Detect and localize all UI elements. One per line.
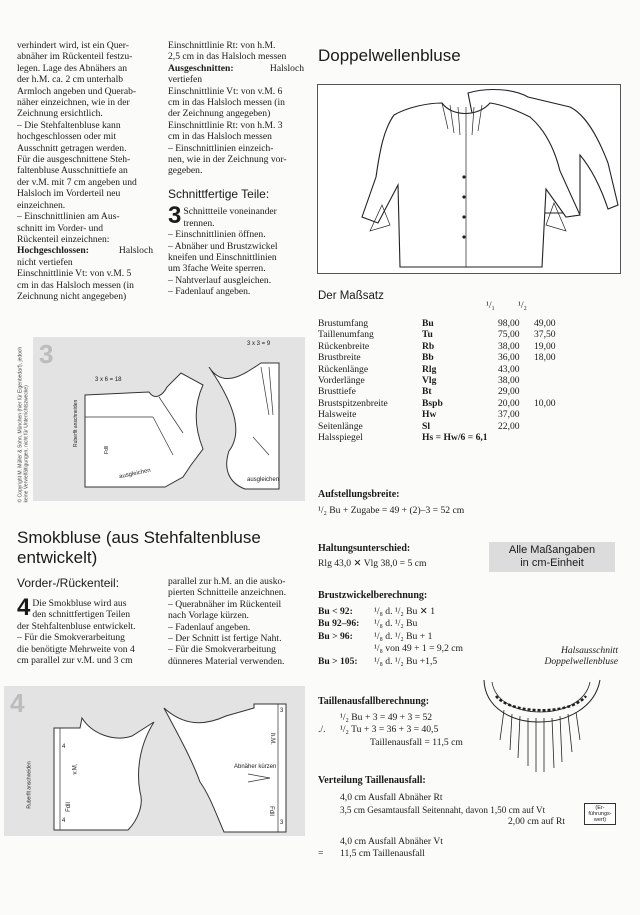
col1-line: faltenbluse Ausschnittiefe an	[17, 165, 128, 177]
col1-line: einzeichnen.	[17, 199, 66, 211]
measure-name: Brusttiefe	[318, 386, 356, 398]
col2-line: kneifen und Einschnittlinien	[168, 251, 277, 263]
adjust-label-front: ausgleichen	[247, 477, 280, 483]
measure-full	[488, 432, 520, 443]
smock-line: die benötigte Mehrweite von 4	[17, 643, 135, 655]
page-title: Doppelwellenbluse	[318, 46, 461, 65]
width-mark: 4	[62, 744, 66, 750]
measure-half	[520, 409, 556, 420]
pleat-label-front: 3 x 3 = 9	[247, 341, 271, 347]
measure-name: Vorderlänge	[318, 375, 365, 387]
smock-col2	[168, 576, 304, 667]
dropcap-4: 4	[17, 594, 31, 621]
fold-label-4: Ruberflt anschneiden	[26, 761, 33, 809]
measure-half: 49,00	[533, 318, 556, 329]
zwickel-row: Bu > 105: ¹/₈ d. ¹/₂ Bu +1,5	[318, 655, 438, 667]
measure-half	[520, 375, 556, 386]
smock-line: cm parallel zur v.M. und 3 cm	[17, 655, 133, 667]
col2-bold-line	[168, 63, 304, 74]
col2-bold-rest: Halsloch	[269, 62, 304, 74]
col2-line: 2,5 cm in das Halsloch messen	[168, 51, 287, 63]
col2-line: gegeben.	[168, 165, 203, 177]
smock-line: nach Vorlage kürzen.	[168, 610, 249, 622]
grain-label: Fdll	[104, 445, 111, 455]
measure-name: Halsweite	[318, 409, 357, 421]
front-piece-shape	[209, 363, 279, 489]
measure-row	[318, 364, 556, 375]
shorten-dart-label: Abnäher kürzen	[234, 764, 277, 770]
pattern-drawing-4	[4, 686, 305, 836]
measure-full: 37,00	[497, 409, 520, 421]
col1-line: Halsloch im Vorderteil neu	[17, 188, 121, 200]
measure-row	[318, 329, 556, 340]
col2-bold-label: Ausgeschnitten:	[168, 62, 234, 74]
col1-line: – Einschnittlinien am Aus-	[17, 211, 120, 223]
smock-line: – Für die Smokverarbeitung	[17, 632, 125, 644]
measure-half	[520, 386, 556, 397]
smock-line: der Stehfaltenbluse entwickelt.	[17, 620, 136, 632]
zwickel-row: Bu < 92: ¹/₈ d. ¹/₂ Bu ✕ 1	[318, 606, 435, 617]
col2-line: cm in das Halsloch messen	[168, 131, 272, 143]
col1-line: näher einzeichnen, wie in der	[17, 97, 130, 109]
measure-full: 22,00	[497, 420, 520, 432]
measure-half: 10,00	[533, 397, 556, 409]
smock-subheading: Vorder-/Rückenteil:	[17, 576, 120, 590]
smock-col1	[17, 594, 153, 667]
dropcap-3: 3	[168, 202, 182, 230]
taillen-row: Taillenausfall = 11,5 cm	[370, 736, 463, 748]
verteilung-row: 4,0 cm Ausfall Abnäher Vt	[340, 836, 443, 847]
measure-abbr: Bu	[422, 318, 434, 329]
measure-abbr: Sl	[422, 420, 431, 432]
col1-line: abnäher im Rückenteil festzu-	[17, 51, 133, 63]
measure-row	[318, 398, 556, 409]
col2-line: – Einschnittlinien einzeich-	[168, 142, 274, 154]
measure-name: Brustbreite	[318, 352, 361, 364]
measure-row	[318, 409, 556, 420]
col1-line: Für die ausgeschnittene Steh-	[17, 154, 131, 166]
measure-name: Seitenlänge	[318, 420, 363, 432]
zwickel-rows	[318, 606, 463, 668]
smock-line: pierten Schnitteile anzeichnen.	[168, 587, 287, 599]
pleat-label-back: 3 x 6 = 18	[95, 377, 122, 383]
measure-half: 19,00	[533, 340, 556, 352]
taillen-heading: Taillenausfallberechnung:	[318, 696, 430, 707]
measure-name: Rückenlänge	[318, 363, 369, 375]
verteilung-heading: Verteilung Taillenausfall:	[318, 775, 426, 786]
grain-label-back: Fdll	[267, 806, 274, 816]
col1-line: Zeichnung ersichtlich.	[17, 108, 103, 120]
measure-row	[318, 318, 556, 329]
measure-name: Brustumfang	[318, 318, 369, 329]
smock-line: – Fadenlauf angeben.	[168, 621, 251, 633]
taillen-row: ./. ¹/₂ Tu + 3 = 36 + 3 = 40,5	[318, 724, 439, 736]
measure-full: 20,00	[497, 397, 520, 409]
col1-line: – Die Stehfaltenbluse kann	[17, 119, 121, 131]
measure-abbr: Rb	[422, 340, 435, 352]
measure-name: Brustspitzenbreite	[318, 397, 388, 409]
verteilung-row: 4,0 cm Ausfall Abnäher Rt	[340, 792, 443, 803]
measure-full: 38,00	[497, 340, 520, 352]
measure-abbr: Hs = Hw/6 = 6,1	[422, 432, 488, 444]
col1-bold-rest: Halsloch	[118, 245, 153, 257]
ease-value-box: (Er- führungs- wert)	[584, 803, 616, 825]
col1-bold-line	[17, 245, 153, 256]
smock-front-shape	[54, 718, 154, 830]
col1-bold-label: Hochgeschlossen:	[17, 245, 89, 257]
measure-row	[318, 386, 556, 397]
verteilung-row: 3,5 cm Gesamtausfall Seitennaht, davon 1,50 cm auf Vt	[340, 805, 546, 815]
col2-line: Einschnittlinie Rt: von h.M.	[168, 40, 276, 51]
zwickel-row: Bu 92–96: ¹/₈ d. ¹/₂ Bu	[318, 618, 418, 630]
panel-number-4: 4	[10, 688, 25, 718]
zwickel-heading: Brustzwickelberechnung:	[318, 590, 428, 601]
smock-line: – Querabnäher im Rückenteil	[168, 598, 282, 610]
pattern-panel-4	[4, 686, 305, 836]
taillen-rows	[318, 712, 463, 749]
measure-row	[318, 375, 556, 386]
width-mark: 3	[280, 820, 284, 826]
fold-label: Ruberflt anschneiden	[73, 399, 79, 447]
zwickel-row: ¹/₈ von 49 + 1 = 9,2 cm	[374, 643, 463, 655]
measure-abbr: Rlg	[422, 363, 437, 375]
smock-dropcap-block	[17, 594, 153, 621]
measure-row	[318, 421, 556, 432]
col1-line: cm in das Halsloch messen (in	[17, 279, 134, 291]
col2-line: nen, wie in der Zeichnung vor-	[168, 154, 287, 166]
col1-line: verhindert wird, ist ein Quer-	[17, 40, 129, 51]
measure-half	[520, 364, 556, 375]
col2-line: Einschnittlinie Rt: von h.M. 3	[168, 119, 283, 131]
width-mark: 3	[280, 708, 284, 714]
neckline-illustration	[470, 676, 616, 784]
col2-line: der Zeichnung angegeben)	[168, 108, 271, 120]
measure-abbr: Bt	[422, 386, 432, 398]
col2-line: vertiefen	[168, 74, 203, 86]
col2-line: – Einschnittlinien öffnen.	[168, 229, 266, 241]
front-center-label: v.M.	[72, 763, 79, 775]
verteilung-rows	[318, 792, 582, 860]
measure-half	[520, 421, 556, 432]
measure-full: 38,00	[497, 375, 520, 387]
smock-cap-line: den schnittfertigen Teilen	[32, 609, 131, 621]
col1-line: legen. Lage des Abnähers an	[17, 62, 128, 74]
back-center-label: h.M.	[268, 733, 275, 745]
measure-abbr: Hw	[422, 409, 437, 421]
measure-name: Taillenumfang	[318, 329, 374, 341]
col2-line: – Nahtverlauf ausgleichen.	[168, 274, 272, 286]
measure-row	[318, 432, 556, 443]
col1-text	[17, 40, 153, 302]
smock-title: Smokbluse (aus Stehfaltenbluse entwickelt)	[17, 528, 261, 567]
neck-caption: Halsausschnitt Doppelwellenbluse	[544, 645, 618, 667]
col1-line: hochgeschlossen oder mit	[17, 131, 117, 143]
verteilung-total-row: = 11,5 cm Taillenausfall	[318, 848, 425, 859]
blouse-illustration	[317, 84, 621, 274]
col1-line: Einschnittlinie Vt: von v.M. 5	[17, 268, 132, 280]
aufstellung-heading: Aufstellungsbreite:	[318, 489, 400, 500]
width-mark: 4	[62, 818, 66, 824]
col2-text	[168, 40, 304, 298]
measure-full: 36,00	[497, 352, 520, 364]
measure-name: Halsspiegel	[318, 432, 363, 444]
col2-line: um 3fache Weite sperren.	[168, 263, 266, 275]
smock-line: parallel zur h.M. an die ausko-	[168, 576, 286, 587]
measure-abbr: Bspb	[422, 397, 443, 409]
col1-line: der h.M. ca. 2 cm unterhalb	[17, 74, 124, 86]
col2-subheading: Schnittfertige Teile:	[168, 186, 270, 201]
smock-cap-line: Die Smokbluse wird aus	[32, 598, 127, 609]
zwickel-row: Bu > 96: ¹/₈ d. ¹/₂ Bu + 1	[318, 630, 433, 642]
measure-row	[318, 341, 556, 352]
col1-line: der v.M. mit 7 cm angeben und	[17, 176, 137, 188]
haltung-formula: Rlg 43,0 ✕ Vlg 38,0 = 5 cm	[318, 558, 427, 569]
massatz-table	[318, 318, 556, 443]
measure-full: 29,00	[497, 386, 520, 398]
measure-full: 75,00	[497, 329, 520, 341]
verteilung-row: 2,00 cm auf Rt	[508, 816, 566, 827]
measure-half	[520, 432, 556, 443]
copyright-note: © Copyright M. Müller & Sohn, München (hier für Eigenbedarf), jedoch keine Vervielfältigungen, nicht für Unterrichtszwecke)	[17, 346, 29, 503]
measure-full: 98,00	[497, 318, 520, 329]
measure-full: 43,00	[497, 363, 520, 375]
col2-line: – Abnäher und Brustzwickel	[168, 240, 278, 252]
taillen-row: ¹/₂ Bu + 3 = 49 + 3 = 52	[340, 712, 433, 723]
col1-line: Rückenteil einzeichnen:	[17, 233, 110, 245]
measure-abbr: Tu	[422, 329, 433, 341]
blouse-drawing	[318, 85, 620, 273]
measure-half: 18,00	[533, 352, 556, 364]
units-info-box: Alle Maßangaben in cm-Einheit	[489, 542, 615, 572]
smock-line: – Der Schnitt ist fertige Naht.	[168, 633, 282, 645]
measure-row	[318, 352, 556, 363]
col1-line: Zeichnung nicht angegeben)	[17, 290, 127, 302]
measure-name: Rückenbreite	[318, 340, 370, 352]
smock-line: dünneres Material verwenden.	[168, 655, 285, 667]
col1-line: Ausschnitt getragen werden.	[17, 142, 127, 154]
adjust-label-back: ausgleichen	[118, 467, 152, 481]
col1-line: schnitt im Vorder- und	[17, 222, 104, 234]
col1-line: Armloch angeben und Querab-	[17, 85, 137, 97]
panel-number-3: 3	[39, 339, 54, 369]
aufstellung-formula: ¹/₂ Bu + Zugabe = 49 + (2)–3 = 52 cm	[318, 505, 465, 516]
col2-line: Einschnittlinie Vt: von v.M. 6	[168, 85, 283, 97]
col2-cap-line: trennen.	[183, 217, 215, 229]
haltung-heading: Haltungsunterschied:	[318, 543, 411, 554]
col1-line: nicht vertiefen	[17, 256, 73, 268]
grain-label-front: Fdll	[65, 802, 72, 812]
col2-dropcap-block	[168, 202, 304, 230]
measure-abbr: Bb	[422, 352, 434, 364]
pattern-panel-3	[33, 337, 305, 501]
measure-half: 37,50	[533, 329, 556, 341]
col2-line: – Fadenlauf angeben.	[168, 286, 251, 298]
measure-abbr: Vlg	[422, 375, 437, 387]
col2-line: cm in das Halsloch messen (in	[168, 97, 285, 109]
smock-line: – Für die Smokverarbeitung	[168, 644, 276, 656]
col2-cap-line: Schnittteile voneinander	[183, 206, 277, 218]
massatz-heading: Der Maßsatz	[318, 290, 384, 302]
